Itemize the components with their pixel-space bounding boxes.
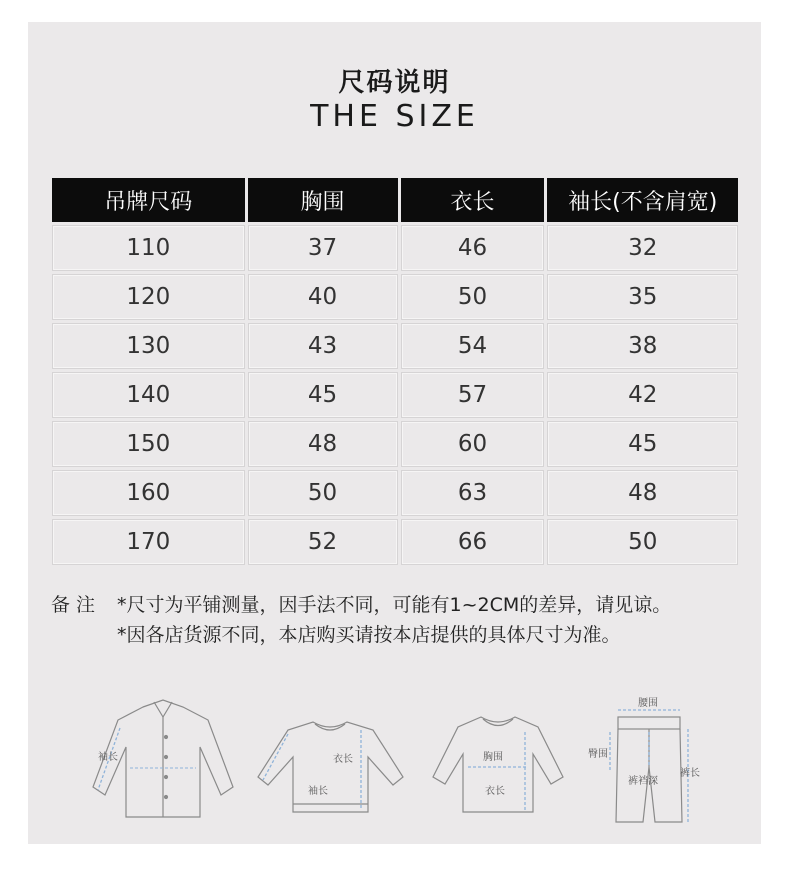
- shirt-sleeve-label: 袖长: [98, 752, 118, 763]
- cell-chest: 50: [248, 470, 398, 516]
- cell-sleeve: 32: [547, 225, 738, 271]
- header-tag-size: 吊牌尺码: [52, 178, 245, 222]
- cell-tag-size: 120: [52, 274, 245, 320]
- size-table: [49, 175, 741, 568]
- table-row: [52, 470, 738, 516]
- cell-tag-size: 110: [52, 225, 245, 271]
- cell-chest: 37: [248, 225, 398, 271]
- pants-hip-label: 臀围: [588, 749, 608, 760]
- cell-length: 66: [401, 519, 545, 565]
- cell-length: 57: [401, 372, 545, 418]
- cell-tag-size: 140: [52, 372, 245, 418]
- table-header-row: [52, 178, 738, 222]
- cell-chest: 43: [248, 323, 398, 369]
- cell-tag-size: 130: [52, 323, 245, 369]
- note-text: *尺寸为平铺测量，因手法不同，可能有1~2CM的差异，请见谅。: [117, 594, 672, 616]
- cell-chest: 40: [248, 274, 398, 320]
- shirt-diagram: [88, 672, 238, 832]
- pants-rise-label: 裤裆深: [628, 776, 658, 787]
- sweater-sleeve-label: 袖长: [308, 786, 328, 797]
- cell-length: 63: [401, 470, 545, 516]
- tshirt-chest-label: 胸围: [483, 752, 503, 763]
- pants-waist-label: 腰围: [638, 698, 658, 709]
- notes: [51, 590, 671, 650]
- table-row: [52, 519, 738, 565]
- cell-length: 50: [401, 274, 545, 320]
- cell-chest: 48: [248, 421, 398, 467]
- cell-sleeve: 45: [547, 421, 738, 467]
- table-row: [52, 225, 738, 271]
- measurement-illustrations: [88, 672, 708, 832]
- sweater-diagram: [253, 672, 408, 832]
- note-line: [51, 590, 671, 620]
- cell-chest: 52: [248, 519, 398, 565]
- table-row: [52, 372, 738, 418]
- cell-sleeve: 35: [547, 274, 738, 320]
- cell-tag-size: 160: [52, 470, 245, 516]
- sweater-length-label: 衣长: [333, 754, 353, 765]
- table-row: [52, 421, 738, 467]
- cell-length: 60: [401, 421, 545, 467]
- size-guide-panel: [28, 22, 761, 844]
- cell-sleeve: 42: [547, 372, 738, 418]
- note-line: [51, 620, 671, 650]
- cell-chest: 45: [248, 372, 398, 418]
- cell-sleeve: 50: [547, 519, 738, 565]
- header-sleeve: 袖长(不含肩宽): [547, 178, 738, 222]
- cell-length: 46: [401, 225, 545, 271]
- note-text: *因各店货源不同，本店购买请按本店提供的具体尺寸为准。: [117, 624, 621, 646]
- cell-sleeve: 38: [547, 323, 738, 369]
- header-length: 衣长: [401, 178, 545, 222]
- pants-length-label: 裤长: [680, 768, 700, 779]
- title-english: THE SIZE: [310, 99, 479, 134]
- cell-tag-size: 150: [52, 421, 245, 467]
- table-row: [52, 274, 738, 320]
- tshirt-length-label: 衣长: [485, 786, 505, 797]
- cell-tag-size: 170: [52, 519, 245, 565]
- cell-length: 54: [401, 323, 545, 369]
- header-chest: 胸围: [248, 178, 398, 222]
- cell-sleeve: 48: [547, 470, 738, 516]
- table-row: [52, 323, 738, 369]
- tshirt-diagram: [423, 672, 573, 832]
- pants-diagram: [588, 672, 708, 832]
- notes-label: 备注: [51, 594, 102, 616]
- title-chinese: 尺码说明: [338, 68, 451, 98]
